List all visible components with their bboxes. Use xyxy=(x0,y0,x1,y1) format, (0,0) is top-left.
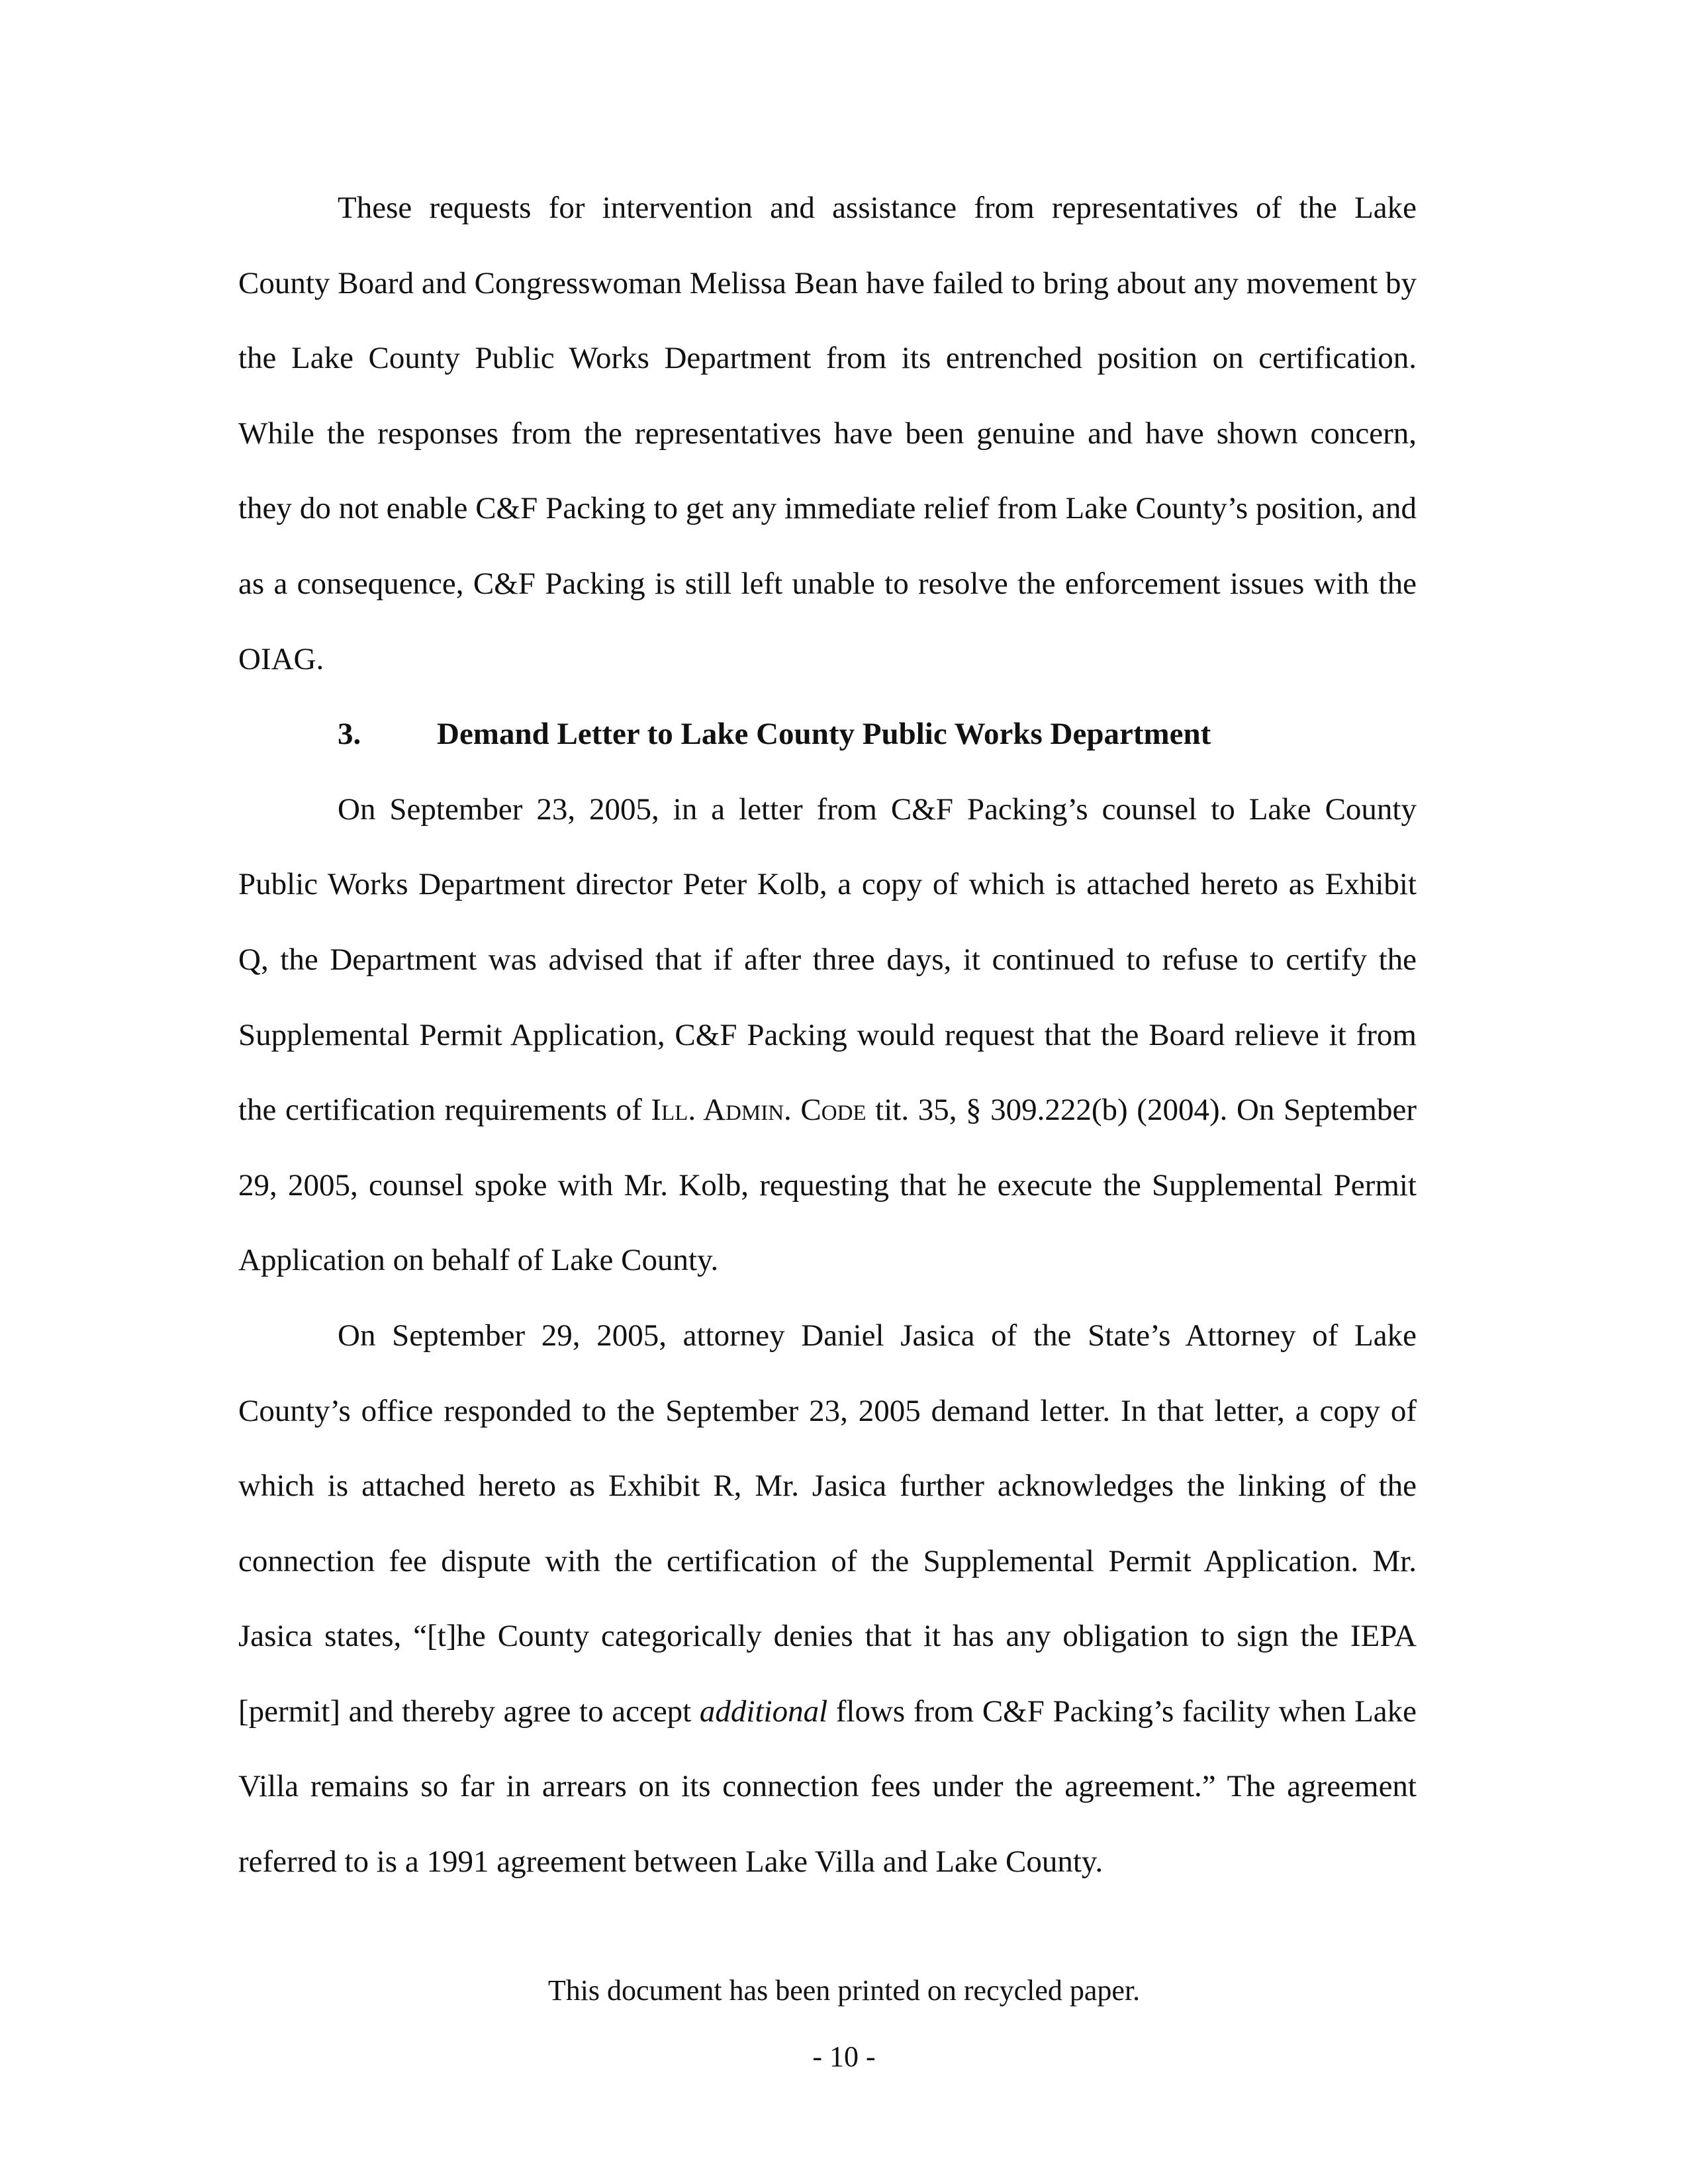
page-number: - 10 - xyxy=(812,2040,876,2073)
emphasized-word: additional xyxy=(699,1694,828,1729)
paragraph-demand-letter-text-1: On September 23, 2005, in a letter from C&F Packing’s counsel to Lake County Public Works Department director Peter Kolb, a copy of which is attached hereto as Exhibit Q, the Department was advised that if after three days, it continued to refuse to certify the Supplemental Permit Application, C&F Packing would request that the Board relieve it from the certification requirements of xyxy=(238,792,1417,1128)
paragraph-demand-letter xyxy=(238,772,1417,1298)
paragraph-demand-letter-text-2: tit. 35, § 309.222(b) (2004). On September 29, 2005, counsel spoke with Mr. Kolb, requesting that he execute the Supplemental Permit Application on behalf of Lake County. xyxy=(238,1093,1417,1278)
document-body xyxy=(238,171,1417,1900)
code-citation: Ill. Admin. Code xyxy=(651,1093,867,1128)
paragraph-requests-intervention: These requests for intervention and assistance from representatives of the Lake County Board and Congresswoman Melissa Bean have failed to bring about any movement by the Lake County Public Works Department from its entrenched position on certification. While the responses from the representatives have been genuine and have shown concern, they do not enable C&F Packing to get any immediate relief from Lake County’s position, and as a consequence, C&F Packing is still left unable to resolve the enforcement issues with the OIAG. xyxy=(238,191,1417,676)
paragraph-jasica-text-2: flows from C&F Packing’s facility when Lake Villa remains so far in arrears on its connection fees under the agreement.” The agreement referred to is a 1991 agreement between Lake Villa and Lake County. xyxy=(238,1694,1417,1880)
paragraph-jasica-response xyxy=(238,1298,1417,1900)
recycled-paper-note: This document has been printed on recycled paper. xyxy=(547,1974,1141,2007)
paragraph-jasica-text-1: On September 29, 2005, attorney Daniel Jasica of the State’s Attorney of Lake County’s office responded to the September 23, 2005 demand letter. In that letter, a copy of which is attached hereto as Exhibit R, Mr. Jasica further acknowledges the linking of the connection fee dispute with the certification of the Supplemental Permit Application. Mr. Jasica states, “[t]he County categorically denies that it has any obligation to sign the IEPA [permit] and thereby agree to accept xyxy=(238,1318,1417,1729)
section-number: 3. xyxy=(338,717,361,752)
section-title: Demand Letter to Lake County Public Works Department xyxy=(437,717,1211,752)
section-heading xyxy=(238,697,1417,772)
